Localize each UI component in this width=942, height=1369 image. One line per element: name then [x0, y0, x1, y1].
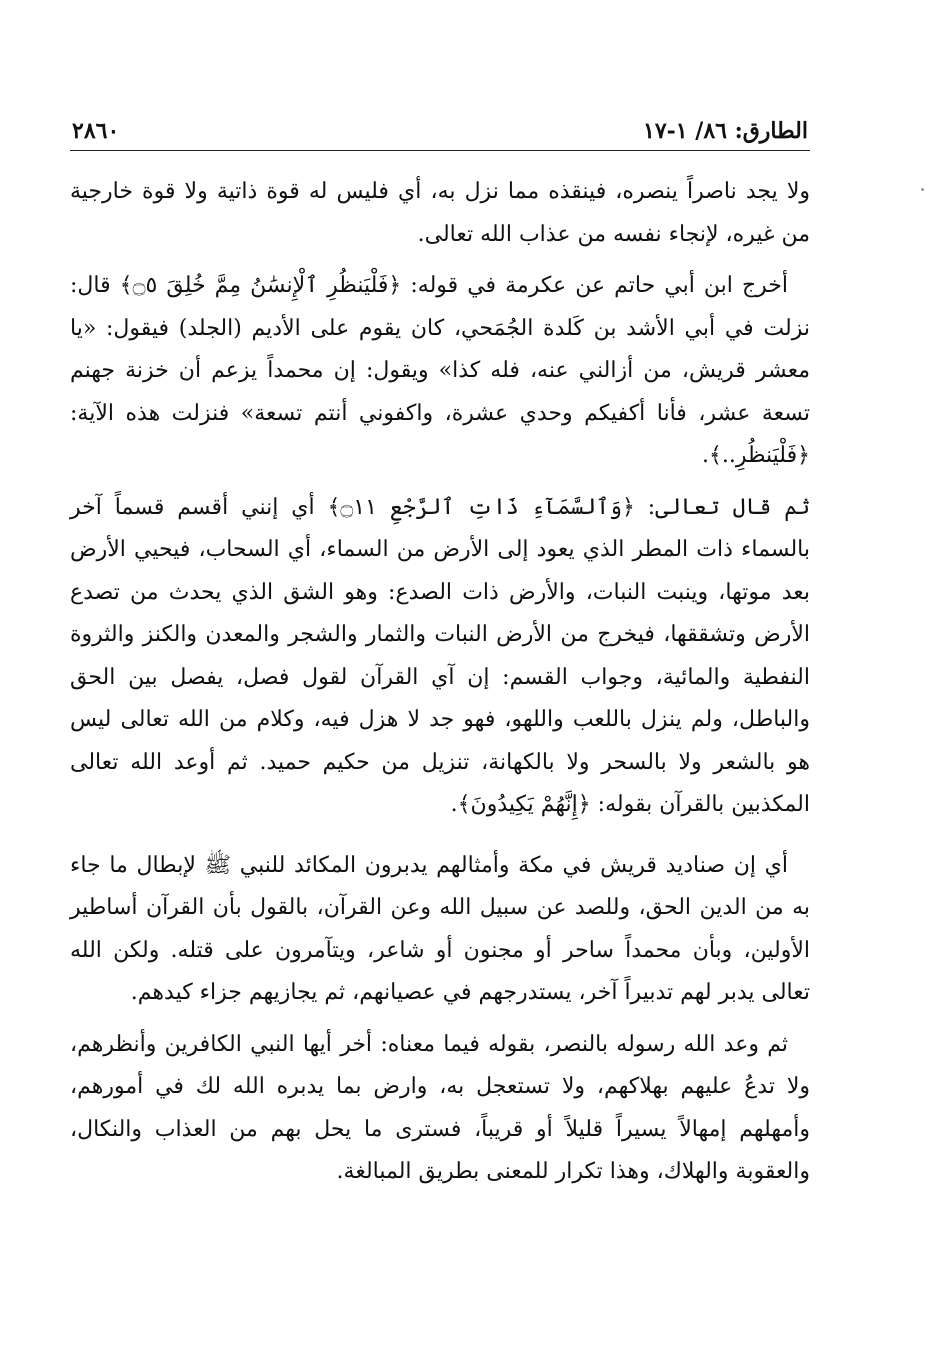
book-page: [70, 108, 810, 1203]
paragraph-1: ولا يجد ناصراً ينصره، فينقذه مما نزل به، أي فليس له قوة ذاتية ولا قوة خارجية من غيره، لإنجاء نفسه من عذاب الله تعالى.: [70, 179, 810, 247]
page-body: [70, 171, 810, 1194]
running-header: [70, 108, 810, 151]
paragraph-4: أي إن صناديد قريش في مكة وأمثالهم يدبرون المكائد للنبي ﷺ لإبطال ما جاء به من الدين الحق، وللصد عن سبيل الله وعن القرآن، بالقول بأن القرآن أساطير الأولين، وبأن محمداً ساحر أو مجنون أو شاعر، ويتآمرون على قتله. ولكن الله تعالى يدبر لهم تدبيراً آخر، يستدرجهم في عصيانهم، ثم يجازيهم جزاء كيدهم.: [70, 852, 810, 1005]
surah-reference: الطارق: ٨٦/ ١-١٧: [643, 118, 808, 144]
paragraph-5: ثم وعد الله رسوله بالنصر، بقوله فيما معناه: أخر أيها النبي الكافرين وأنظرهم، ولا تدعُ عليهم بهلاكهم، ولا تستعجل به، وارض بما يدبره الله لك في أمورهم، وأمهلهم إمهالاً يسيراً قليلاً أو قريباً، فسترى ما يحل بهم من العذاب والنكال، والعقوبة والهلاك، وهذا تكرار للمعنى بطريق المبالغة.: [70, 1031, 810, 1184]
paragraph-2: أخرج ابن أبي حاتم عن عكرمة في قوله: ﴿فَلْيَنظُرِ ٱلْإِنسَٰنُ مِمَّ خُلِقَ ۝٥﴾ قال: نزلت في أبي الأشد بن كَلدة الجُمَحي، كان يقوم على الأديم (الجلد) فيقول: «يا معشر قريش، من أزالني عنه، فله كذا» ويقول: إن محمداً يزعم أن خزنة جهنم تسعة عشر، فأنا أكفيكم وحدي عشرة، واكفوني أنتم تسعة» فنزلت هذه الآية: ﴿فَلْيَنظُرِ..﴾.: [70, 273, 810, 468]
paragraph-3: ثم قال تعالى: ﴿وَٱلسَّمَآءِ ذَاتِ ٱلرَّجْعِ ۝١١﴾ أي إنني أقسم قسماً آخر بالسماء ذات المطر الذي يعود إلى الأرض من السماء، أي السحاب، فيحيي الأرض بعد موتها، وينبت النبات، والأرض ذات الصدع: وهو الشق الذي يحدث من تصدع الأرض وتشققها، فيخرج من الأرض النبات والثمار والشجر والمعدن والكنز والثروة النفطية والمائية، وجواب القسم: إن آي القرآن لقول فصل، يفصل بين الحق والباطل، ولم ينزل باللعب واللهو، فهو جد لا هزل فيه، وكلام من الله تعالى ليس هو بالشعر ولا بالسحر ولا بالكهانة، تنزيل من حكيم حميد. ثم أوعد الله تعالى المكذبين بالقرآن بقوله: ﴿إِنَّهُمْ يَكِيدُونَ﴾.: [70, 494, 810, 817]
page-number: ٢٨٦٠: [72, 118, 120, 144]
scan-speck: [921, 188, 924, 191]
